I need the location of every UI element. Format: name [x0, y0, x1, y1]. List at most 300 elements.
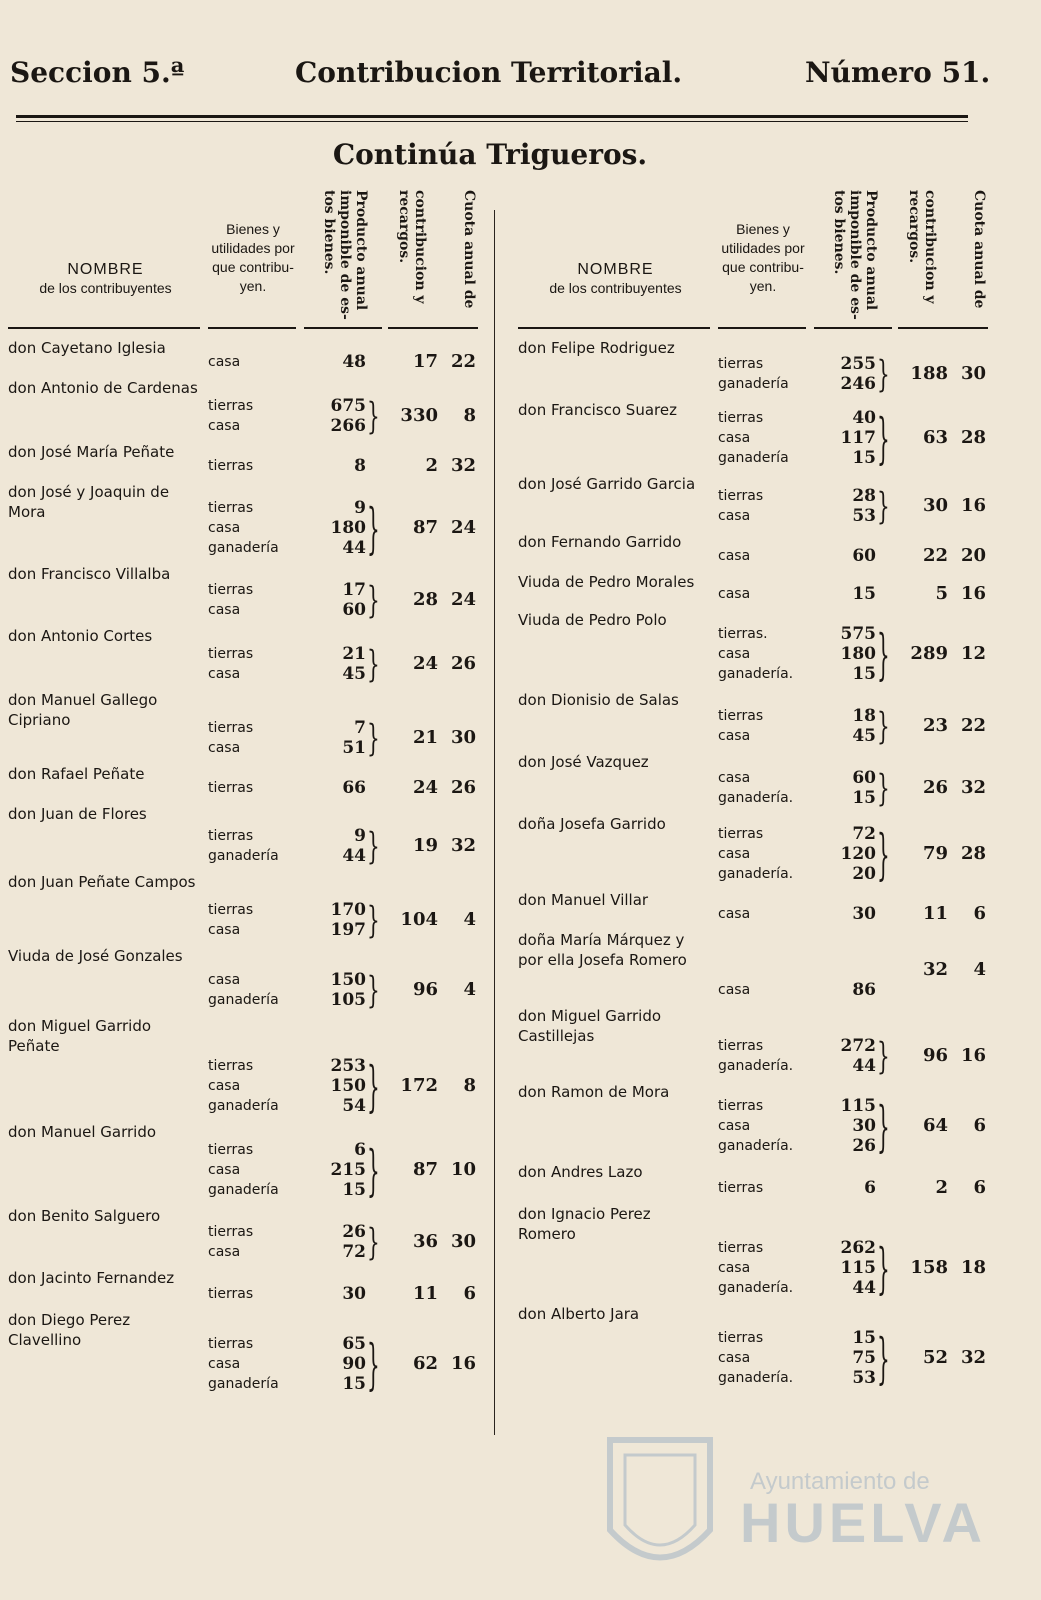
quota-primary: 24: [412, 653, 438, 674]
property-types: [718, 1036, 813, 1076]
watermark-line1: Ayuntamiento de: [750, 1468, 930, 1495]
contributor-name: don Rafael Peñate: [8, 765, 145, 783]
contributor-name: don José Garrido Garcia: [518, 475, 696, 493]
property-type: casa: [718, 770, 751, 786]
product-value: 266: [330, 416, 366, 436]
contributor-name: don Juan Peñate Campos: [8, 873, 196, 891]
product-value: 150: [330, 1076, 366, 1096]
product-value: 117: [840, 428, 876, 448]
quota-secondary: 6: [463, 1283, 476, 1304]
quota-secondary: 20: [960, 545, 986, 566]
brace-mark: }: [877, 405, 890, 471]
column-divider: [494, 210, 495, 1435]
product-value: [818, 940, 876, 960]
contributor-name: don Andres Lazo: [518, 1163, 643, 1181]
product-value: 115: [840, 1258, 876, 1278]
table-row: [518, 1304, 998, 1394]
property-type: ganadería: [208, 992, 279, 1008]
product-value: 6: [354, 1140, 366, 1160]
brace-mark: }: [367, 824, 380, 868]
property-types: [208, 1222, 303, 1262]
quota-secondary: 8: [463, 405, 476, 426]
property-type: tierras: [718, 1038, 764, 1054]
property-types: [718, 354, 813, 394]
contributor-name: don Francisco Suarez: [518, 401, 677, 419]
property-type: casa: [208, 740, 241, 756]
product-values: [308, 900, 366, 940]
table-row: [8, 378, 488, 442]
product-value: 21: [342, 644, 366, 664]
quota-primary: 23: [922, 715, 948, 736]
property-type: casa: [208, 1078, 241, 1094]
quota-secondary: 30: [960, 363, 986, 384]
quota-primary: 188: [910, 363, 948, 384]
property-types: [208, 352, 303, 372]
property-type: ganadería: [718, 376, 789, 392]
coat-of-arms-icon: [600, 1420, 720, 1590]
quota-secondary: 10: [450, 1159, 476, 1180]
watermark-stamp: [600, 1420, 986, 1590]
product-values: [818, 546, 876, 566]
brace-mark: }: [367, 968, 380, 1012]
property-type: [718, 940, 813, 960]
name-header-subtitle: de los contribuyentes: [39, 280, 172, 296]
product-value: 6: [864, 1178, 876, 1198]
property-type: tierras: [718, 488, 764, 504]
quota-primary: 2: [935, 1177, 948, 1198]
header-rule-thick: [16, 115, 968, 118]
property-type: casa: [718, 1260, 751, 1276]
product-value: 255: [840, 354, 876, 374]
quota-primary: 11: [412, 1283, 438, 1304]
product-value: 30: [852, 1116, 876, 1136]
name-header-title: NOMBRE: [577, 261, 654, 278]
property-type: tierras: [208, 828, 254, 844]
quota-secondary: 28: [960, 427, 986, 448]
property-type: tierras.: [718, 626, 768, 642]
quota-secondary: 32: [960, 777, 986, 798]
product-value: 170: [330, 900, 366, 920]
name-column-header: [518, 260, 713, 298]
quota-primary: 62: [412, 1353, 438, 1374]
brace-mark: }: [877, 484, 890, 528]
product-value: 26: [852, 1136, 876, 1156]
table-row: [8, 804, 488, 872]
property-types: [718, 940, 813, 1000]
section-subtitle: Continúa Trigueros.: [332, 138, 648, 171]
property-type: casa: [718, 982, 751, 998]
product-value: 28: [852, 486, 876, 506]
table-row: [518, 572, 998, 610]
quota-secondary: 26: [450, 777, 476, 798]
header-underline: [814, 327, 892, 329]
contributor-name: don Miguel Garrido Peñate: [8, 1017, 152, 1055]
product-value: 15: [852, 1328, 876, 1348]
property-type: casa: [718, 728, 751, 744]
quota-primary: 104: [400, 909, 438, 930]
product-values: [818, 1328, 876, 1388]
contributor-name: don Felipe Rodriguez: [518, 339, 675, 357]
contributor-name: don Antonio Cortes: [8, 627, 153, 645]
property-types: [718, 486, 813, 526]
property-types: [718, 706, 813, 746]
table-row: [8, 1310, 488, 1400]
product-values: [308, 1334, 366, 1394]
product-values: [818, 1036, 876, 1076]
product-value: 215: [330, 1160, 366, 1180]
property-type: tierras: [208, 902, 254, 918]
contributor-name: don Ignacio Perez Romero: [518, 1205, 651, 1243]
property-types: [718, 824, 813, 884]
property-type: casa: [718, 1350, 751, 1366]
table-row: [518, 1204, 998, 1304]
product-value: 60: [852, 546, 876, 566]
document-title: Contribucion Territorial.: [295, 56, 683, 89]
brace-mark: }: [367, 1220, 380, 1264]
property-types: [208, 718, 303, 758]
quota-primary: 96: [412, 979, 438, 1000]
product-value: 8: [354, 456, 366, 476]
quota-primary: 19: [412, 835, 438, 856]
quota-primary: 87: [412, 517, 438, 538]
quota-secondary: 6: [973, 1177, 986, 1198]
contributor-name: doña Josefa Garrido: [518, 815, 666, 833]
product-value: 115: [840, 1096, 876, 1116]
product-values: [308, 970, 366, 1010]
brace-mark: }: [367, 716, 380, 760]
property-type: casa: [718, 430, 751, 446]
property-types: [718, 768, 813, 808]
producto-column-header: Producto anual imponible de es-tos bienes.: [321, 190, 369, 320]
contributor-name: don Manuel Gallego Cipriano: [8, 691, 158, 729]
quota-secondary: 16: [960, 1045, 986, 1066]
product-value: 150: [330, 970, 366, 990]
product-value: 72: [852, 824, 876, 844]
quota-secondary: 32: [450, 455, 476, 476]
table-row: [518, 890, 998, 930]
property-types: [208, 396, 303, 436]
product-values: [818, 584, 876, 604]
brace-mark: }: [877, 1235, 890, 1301]
quota-secondary: 32: [450, 835, 476, 856]
header-underline: [388, 327, 478, 329]
property-type: tierras: [718, 356, 764, 372]
quota-primary: 26: [922, 777, 948, 798]
contributor-name: don José Vazquez: [518, 753, 649, 771]
product-values: [308, 352, 366, 372]
property-type: tierras: [208, 1142, 254, 1158]
property-type: ganadería.: [718, 1280, 794, 1296]
product-value: 9: [354, 498, 366, 518]
product-value: 45: [342, 664, 366, 684]
header-underline: [718, 327, 806, 329]
product-value: 45: [852, 726, 876, 746]
quota-primary: 24: [412, 777, 438, 798]
product-value: 44: [852, 1056, 876, 1076]
product-value: 75: [852, 1348, 876, 1368]
header-underline: [208, 327, 296, 329]
product-value: 575: [840, 624, 876, 644]
name-header-subtitle: de los contribuyentes: [549, 280, 682, 296]
product-value: 44: [342, 846, 366, 866]
product-value: 105: [330, 990, 366, 1010]
property-type: tierras: [718, 708, 764, 724]
product-value: 246: [840, 374, 876, 394]
property-type: ganadería.: [718, 790, 794, 806]
quota-primary: 11: [922, 903, 948, 924]
brace-mark: }: [367, 1331, 380, 1397]
table-row: [518, 752, 998, 814]
quota-secondary: 26: [450, 653, 476, 674]
property-type: casa: [208, 1162, 241, 1178]
brace-mark: }: [877, 621, 890, 687]
contribucion-column-header: contribucion y recargos.: [396, 190, 428, 304]
property-types: [718, 584, 813, 604]
product-values: [818, 1178, 876, 1198]
quota-secondary: 8: [463, 1075, 476, 1096]
header-underline: [304, 327, 382, 329]
contributor-name: don José María Peñate: [8, 443, 175, 461]
product-value: [818, 960, 876, 980]
brace-mark: }: [877, 1034, 890, 1078]
table-row: [518, 1082, 998, 1162]
product-values: [308, 1222, 366, 1262]
product-values: [818, 706, 876, 746]
table-row: [8, 442, 488, 482]
product-value: 48: [342, 352, 366, 372]
property-type: tierras: [718, 826, 764, 842]
quota-primary: 28: [412, 589, 438, 610]
brace-mark: }: [367, 1053, 380, 1119]
quota-secondary: 24: [450, 517, 476, 538]
contributor-name: don Cayetano Iglesia: [8, 339, 166, 357]
property-types: [208, 1334, 303, 1394]
property-type: [718, 960, 813, 980]
quota-primary: 289: [910, 643, 948, 664]
quota-secondary: 12: [960, 643, 986, 664]
property-type: casa: [718, 646, 751, 662]
property-type: tierras: [718, 1098, 764, 1114]
table-row: [8, 626, 488, 690]
property-type: ganadería.: [718, 866, 794, 882]
quota-primary: 30: [922, 495, 948, 516]
contributor-name: don Dionisio de Salas: [518, 691, 679, 709]
quota-secondary: 16: [960, 495, 986, 516]
property-types: [208, 900, 303, 940]
table-row: [518, 1162, 998, 1204]
property-type: ganadería: [208, 1182, 279, 1198]
property-type: ganadería: [208, 1376, 279, 1392]
contributor-name: doña María Márquez y por ella Josefa Romero: [518, 931, 687, 969]
product-values: [818, 486, 876, 526]
product-values: [818, 768, 876, 808]
table-row: [8, 482, 488, 564]
quota-secondary: 4: [463, 979, 476, 1000]
quota-secondary: 32: [960, 1347, 986, 1368]
quota-primary: 17: [412, 351, 438, 372]
product-values: [308, 1056, 366, 1116]
product-values: [818, 624, 876, 684]
product-value: 90: [342, 1354, 366, 1374]
bienes-column-header: Bienes y utilidades por que contribu-yen.: [721, 221, 805, 294]
contributor-name: don Miguel Garrido Castillejas: [518, 1007, 662, 1045]
quota-primary: 32: [922, 959, 948, 980]
right-rows: [518, 338, 998, 1394]
product-values: [308, 644, 366, 684]
name-header-title: NOMBRE: [67, 261, 144, 278]
property-type: tierras: [208, 398, 254, 414]
product-values: [818, 1238, 876, 1298]
property-type: casa: [208, 666, 241, 682]
quota-primary: 96: [922, 1045, 948, 1066]
product-value: 30: [852, 904, 876, 924]
table-row: [518, 930, 998, 1006]
property-type: ganadería.: [718, 1138, 794, 1154]
product-values: [308, 826, 366, 866]
table-row: [8, 872, 488, 946]
property-types: [718, 1178, 813, 1198]
property-type: casa: [208, 972, 241, 988]
left-column: [8, 190, 488, 1440]
property-type: casa: [208, 418, 241, 434]
property-types: [718, 1096, 813, 1156]
property-type: tierras: [208, 1286, 254, 1302]
brace-mark: }: [877, 1093, 890, 1159]
product-values: [818, 824, 876, 884]
property-type: casa: [208, 602, 241, 618]
product-values: [308, 396, 366, 436]
quota-primary: 52: [922, 1347, 948, 1368]
quota-secondary: 30: [450, 727, 476, 748]
watermark-line2: HUELVA: [740, 1491, 986, 1554]
quota-primary: 63: [922, 427, 948, 448]
table-row: [8, 764, 488, 804]
property-type: ganadería.: [718, 1058, 794, 1074]
brace-mark: }: [877, 766, 890, 810]
property-types: [208, 778, 303, 798]
property-type: tierras: [208, 720, 254, 736]
contributor-name: don Juan de Flores: [8, 805, 147, 823]
quota-secondary: 4: [463, 909, 476, 930]
property-type: tierras: [718, 410, 764, 426]
contributor-name: don Diego Perez Clavellino: [8, 1311, 131, 1349]
property-types: [208, 580, 303, 620]
property-types: [208, 498, 303, 558]
quota-secondary: 16: [450, 1353, 476, 1374]
product-value: 120: [840, 844, 876, 864]
brace-mark: }: [877, 1325, 890, 1391]
product-values: [308, 1284, 366, 1304]
property-type: ganadería: [718, 450, 789, 466]
brace-mark: }: [367, 495, 380, 561]
producto-column-header: Producto anual imponible de es-tos bienes.: [831, 190, 879, 320]
product-values: [308, 580, 366, 620]
property-type: casa: [208, 922, 241, 938]
contributor-name: don Jacinto Fernandez: [8, 1269, 175, 1287]
table-row: [518, 474, 998, 532]
product-value: 51: [342, 738, 366, 758]
product-value: 7: [354, 718, 366, 738]
contributor-name: don Francisco Villalba: [8, 565, 171, 583]
product-values: [308, 498, 366, 558]
property-type: casa: [208, 1244, 241, 1260]
property-type: tierras: [718, 1180, 764, 1196]
property-type: casa: [208, 1356, 241, 1372]
property-type: casa: [718, 548, 751, 564]
quota-primary: 330: [400, 405, 438, 426]
property-type: tierras: [208, 1058, 254, 1074]
name-column-header: [8, 260, 203, 298]
product-values: [818, 940, 876, 1000]
quota-primary: 172: [400, 1075, 438, 1096]
product-values: [308, 1140, 366, 1200]
property-types: [718, 1238, 813, 1298]
product-value: 15: [852, 448, 876, 468]
product-value: 15: [852, 788, 876, 808]
table-row: [518, 1006, 998, 1082]
quota-secondary: 16: [960, 583, 986, 604]
product-value: 180: [330, 518, 366, 538]
product-value: 20: [852, 864, 876, 884]
property-type: casa: [208, 354, 241, 370]
quota-secondary: 22: [960, 715, 986, 736]
property-type: tierras: [208, 582, 254, 598]
product-values: [818, 904, 876, 924]
property-types: [718, 904, 813, 924]
property-type: casa: [718, 906, 751, 922]
product-values: [818, 1096, 876, 1156]
table-row: [8, 1268, 488, 1310]
contributor-name: don Benito Salguero: [8, 1207, 161, 1225]
property-types: [208, 1056, 303, 1116]
product-values: [818, 354, 876, 394]
table-row: [8, 1016, 488, 1122]
property-type: tierras: [718, 1330, 764, 1346]
brace-mark: }: [877, 704, 890, 748]
product-value: 60: [852, 768, 876, 788]
property-type: casa: [718, 846, 751, 862]
product-values: [308, 456, 366, 476]
table-row: [8, 946, 488, 1016]
property-type: casa: [718, 586, 751, 602]
table-row: [8, 690, 488, 764]
brace-mark: }: [367, 578, 380, 622]
brace-mark: }: [367, 898, 380, 942]
section-header: Seccion 5.ª: [10, 56, 185, 89]
property-type: casa: [208, 520, 241, 536]
product-value: 40: [852, 408, 876, 428]
product-value: 54: [342, 1096, 366, 1116]
contributor-name: don Antonio de Cardenas: [8, 379, 198, 397]
product-value: 65: [342, 1334, 366, 1354]
contributor-name: Viuda de Pedro Morales: [518, 573, 695, 591]
property-types: [718, 1328, 813, 1388]
property-types: [718, 546, 813, 566]
table-row: [8, 1206, 488, 1268]
table-row: [8, 564, 488, 626]
property-type: tierras: [208, 780, 254, 796]
product-value: 18: [852, 706, 876, 726]
table-row: [518, 532, 998, 572]
quota-secondary: 24: [450, 589, 476, 610]
product-value: 17: [342, 580, 366, 600]
brace-mark: }: [367, 642, 380, 686]
quota-primary: 2: [425, 455, 438, 476]
property-type: casa: [718, 508, 751, 524]
table-row: [518, 690, 998, 752]
cuota-column-header: Cuota anual de: [461, 190, 477, 309]
contributor-name: don Alberto Jara: [518, 1305, 640, 1323]
